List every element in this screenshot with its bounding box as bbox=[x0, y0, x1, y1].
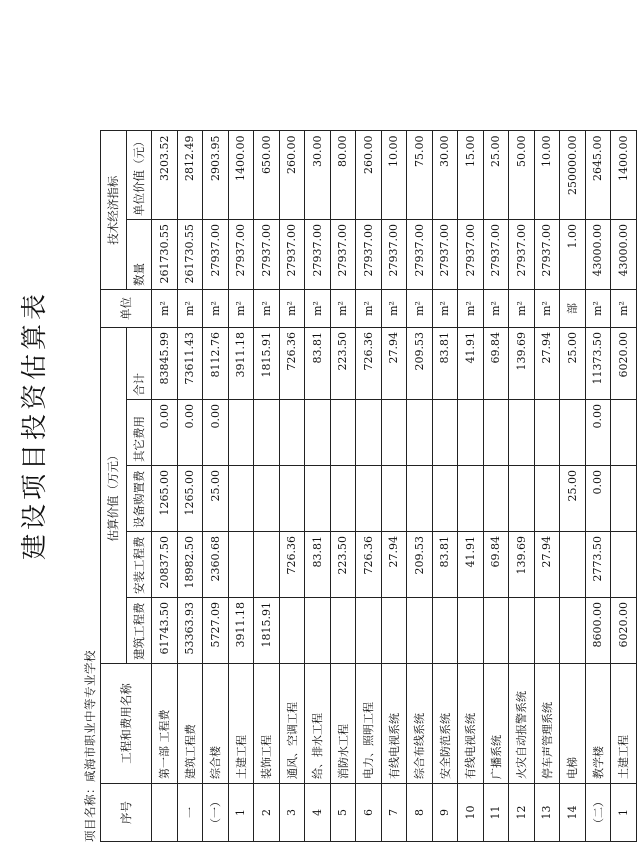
row-install-cost: 27.94 bbox=[534, 532, 560, 598]
row-total: 27.94 bbox=[381, 328, 407, 400]
row-name: 教学楼 bbox=[585, 664, 611, 784]
row-seq: 8 bbox=[407, 784, 433, 842]
row-unit-price: 10.00 bbox=[534, 131, 560, 220]
row-name: 安全防范系统 bbox=[432, 664, 458, 784]
row-unit: m² bbox=[305, 290, 331, 328]
row-install-cost: 2773.50 bbox=[585, 532, 611, 598]
row-install-cost bbox=[611, 532, 637, 598]
header-estimate-group: 估算价值（万元） bbox=[101, 328, 127, 664]
row-install-cost: 139.69 bbox=[509, 532, 535, 598]
row-other-cost bbox=[509, 400, 535, 466]
header-row-1 bbox=[101, 131, 127, 842]
row-equip-cost bbox=[509, 466, 535, 532]
table-row bbox=[483, 131, 509, 842]
row-unit-price: 3203.52 bbox=[152, 131, 178, 220]
row-name: 第一部 工程费 bbox=[152, 664, 178, 784]
row-install-cost: 27.94 bbox=[381, 532, 407, 598]
row-install-cost: 83.81 bbox=[432, 532, 458, 598]
row-other-cost bbox=[305, 400, 331, 466]
row-unit-price: 2812.49 bbox=[177, 131, 203, 220]
row-unit: m² bbox=[483, 290, 509, 328]
row-build-cost bbox=[560, 598, 586, 664]
row-seq: 9 bbox=[432, 784, 458, 842]
row-equip-cost bbox=[330, 466, 356, 532]
row-build-cost bbox=[279, 598, 305, 664]
row-quantity: 261730.55 bbox=[152, 220, 178, 290]
row-unit: m² bbox=[228, 290, 254, 328]
row-quantity: 27937.00 bbox=[203, 220, 229, 290]
table-row bbox=[177, 131, 203, 842]
row-total: 139.69 bbox=[509, 328, 535, 400]
row-equip-cost bbox=[407, 466, 433, 532]
row-quantity: 27937.00 bbox=[356, 220, 382, 290]
row-total: 6020.00 bbox=[611, 328, 637, 400]
row-quantity: 27937.00 bbox=[432, 220, 458, 290]
row-unit-price: 1400.00 bbox=[611, 131, 637, 220]
row-seq: 14 bbox=[560, 784, 586, 842]
row-equip-cost: 25.00 bbox=[203, 466, 229, 532]
row-other-cost bbox=[228, 400, 254, 466]
row-unit: m² bbox=[279, 290, 305, 328]
row-install-cost: 223.50 bbox=[330, 532, 356, 598]
row-unit-price: 250000.00 bbox=[560, 131, 586, 220]
row-unit: m² bbox=[152, 290, 178, 328]
row-build-cost bbox=[483, 598, 509, 664]
row-other-cost bbox=[407, 400, 433, 466]
row-build-cost bbox=[407, 598, 433, 664]
row-build-cost bbox=[509, 598, 535, 664]
table-row bbox=[381, 131, 407, 842]
table-row bbox=[228, 131, 254, 842]
project-line bbox=[82, 650, 98, 842]
row-unit-price: 1400.00 bbox=[228, 131, 254, 220]
row-equip-cost bbox=[279, 466, 305, 532]
row-quantity: 27937.00 bbox=[279, 220, 305, 290]
row-total: 209.53 bbox=[407, 328, 433, 400]
row-install-cost: 69.84 bbox=[483, 532, 509, 598]
table-row bbox=[407, 131, 433, 842]
header-qty: 数量 bbox=[126, 220, 152, 290]
row-seq: （一） bbox=[203, 784, 229, 842]
row-quantity: 43000.00 bbox=[611, 220, 637, 290]
row-name: 广播系统 bbox=[483, 664, 509, 784]
row-equip-cost bbox=[483, 466, 509, 532]
row-unit-price: 260.00 bbox=[279, 131, 305, 220]
row-name: 火灾自动报警系统 bbox=[509, 664, 535, 784]
row-seq: 5 bbox=[330, 784, 356, 842]
row-total: 83.81 bbox=[432, 328, 458, 400]
table-row bbox=[203, 131, 229, 842]
row-unit-price: 15.00 bbox=[458, 131, 484, 220]
row-total: 11373.50 bbox=[585, 328, 611, 400]
row-equip-cost bbox=[305, 466, 331, 532]
row-quantity: 43000.00 bbox=[585, 220, 611, 290]
row-total: 8112.76 bbox=[203, 328, 229, 400]
row-build-cost: 5727.09 bbox=[203, 598, 229, 664]
row-total: 223.50 bbox=[330, 328, 356, 400]
row-install-cost bbox=[560, 532, 586, 598]
row-build-cost bbox=[458, 598, 484, 664]
row-total: 73611.43 bbox=[177, 328, 203, 400]
row-other-cost bbox=[381, 400, 407, 466]
row-equip-cost bbox=[458, 466, 484, 532]
row-quantity: 1.00 bbox=[560, 220, 586, 290]
row-equip-cost bbox=[611, 466, 637, 532]
row-seq bbox=[152, 784, 178, 842]
table-row bbox=[611, 131, 637, 842]
row-equip-cost bbox=[432, 466, 458, 532]
estimate-table bbox=[100, 131, 637, 843]
table-row bbox=[254, 131, 280, 842]
row-unit: m² bbox=[585, 290, 611, 328]
row-quantity: 27937.00 bbox=[458, 220, 484, 290]
document-title: 建设项目投资估算表 bbox=[20, 290, 50, 561]
table-row bbox=[432, 131, 458, 842]
row-seq: 7 bbox=[381, 784, 407, 842]
row-other-cost: 0.00 bbox=[585, 400, 611, 466]
row-install-cost: 2360.68 bbox=[203, 532, 229, 598]
row-total: 726.36 bbox=[356, 328, 382, 400]
row-seq: （二） bbox=[585, 784, 611, 842]
table-row bbox=[305, 131, 331, 842]
row-build-cost bbox=[330, 598, 356, 664]
header-build: 建筑工程费 bbox=[126, 598, 152, 664]
project-name: 咸海市职业中等专业学校 bbox=[83, 650, 97, 782]
row-unit-price: 30.00 bbox=[305, 131, 331, 220]
row-other-cost bbox=[534, 400, 560, 466]
row-other-cost: 0.00 bbox=[203, 400, 229, 466]
row-unit-price: 25.00 bbox=[483, 131, 509, 220]
row-name: 土建工程 bbox=[611, 664, 637, 784]
row-unit: m² bbox=[432, 290, 458, 328]
row-install-cost: 18982.50 bbox=[177, 532, 203, 598]
table-row bbox=[152, 131, 178, 842]
row-total: 83.81 bbox=[305, 328, 331, 400]
row-total: 25.00 bbox=[560, 328, 586, 400]
row-build-cost bbox=[381, 598, 407, 664]
row-quantity: 261730.55 bbox=[177, 220, 203, 290]
row-unit-price: 260.00 bbox=[356, 131, 382, 220]
table-row bbox=[330, 131, 356, 842]
row-unit-price: 75.00 bbox=[407, 131, 433, 220]
row-total: 41.91 bbox=[458, 328, 484, 400]
row-seq: 1 bbox=[228, 784, 254, 842]
row-unit: m² bbox=[534, 290, 560, 328]
row-install-cost: 83.81 bbox=[305, 532, 331, 598]
row-unit: m² bbox=[177, 290, 203, 328]
header-other: 其它费用 bbox=[126, 400, 152, 466]
row-total: 69.84 bbox=[483, 328, 509, 400]
row-build-cost: 8600.00 bbox=[585, 598, 611, 664]
row-unit: m² bbox=[611, 290, 637, 328]
row-seq: 11 bbox=[483, 784, 509, 842]
row-unit: m² bbox=[203, 290, 229, 328]
row-install-cost bbox=[254, 532, 280, 598]
row-equip-cost bbox=[356, 466, 382, 532]
row-build-cost bbox=[432, 598, 458, 664]
row-unit-price: 2903.95 bbox=[203, 131, 229, 220]
row-build-cost bbox=[534, 598, 560, 664]
row-other-cost bbox=[560, 400, 586, 466]
row-seq: 12 bbox=[509, 784, 535, 842]
header-name: 工程和费用名称 bbox=[101, 664, 152, 784]
row-quantity: 27937.00 bbox=[483, 220, 509, 290]
row-equip-cost bbox=[381, 466, 407, 532]
row-seq: 4 bbox=[305, 784, 331, 842]
row-name: 综合布线系统 bbox=[407, 664, 433, 784]
row-build-cost: 3911.18 bbox=[228, 598, 254, 664]
row-equip-cost: 0.00 bbox=[585, 466, 611, 532]
table-row bbox=[585, 131, 611, 842]
row-name: 电力、照明工程 bbox=[356, 664, 382, 784]
row-unit: m² bbox=[407, 290, 433, 328]
row-quantity: 27937.00 bbox=[330, 220, 356, 290]
row-install-cost: 20837.50 bbox=[152, 532, 178, 598]
header-equip: 设备购置费 bbox=[126, 466, 152, 532]
table-row bbox=[279, 131, 305, 842]
row-install-cost: 726.36 bbox=[356, 532, 382, 598]
row-quantity: 27937.00 bbox=[305, 220, 331, 290]
header-install: 安装工程费 bbox=[126, 532, 152, 598]
row-unit: m² bbox=[509, 290, 535, 328]
row-build-cost: 6020.00 bbox=[611, 598, 637, 664]
table-row bbox=[356, 131, 382, 842]
table-body bbox=[152, 131, 637, 842]
row-seq: 6 bbox=[356, 784, 382, 842]
row-total: 27.94 bbox=[534, 328, 560, 400]
row-unit: m² bbox=[356, 290, 382, 328]
row-other-cost bbox=[356, 400, 382, 466]
row-equip-cost bbox=[254, 466, 280, 532]
row-build-cost: 53363.93 bbox=[177, 598, 203, 664]
row-quantity: 27937.00 bbox=[509, 220, 535, 290]
row-total: 3911.18 bbox=[228, 328, 254, 400]
row-install-cost: 726.36 bbox=[279, 532, 305, 598]
row-unit: 部 bbox=[560, 290, 586, 328]
row-unit-price: 50.00 bbox=[509, 131, 535, 220]
row-build-cost bbox=[356, 598, 382, 664]
header-seq: 序号 bbox=[101, 784, 152, 842]
row-seq: 2 bbox=[254, 784, 280, 842]
table-row bbox=[509, 131, 535, 842]
row-other-cost: 0.00 bbox=[152, 400, 178, 466]
row-install-cost: 41.91 bbox=[458, 532, 484, 598]
row-name: 土建工程 bbox=[228, 664, 254, 784]
row-quantity: 27937.00 bbox=[407, 220, 433, 290]
row-unit: m² bbox=[458, 290, 484, 328]
row-install-cost: 209.53 bbox=[407, 532, 433, 598]
table-row bbox=[458, 131, 484, 842]
table-row bbox=[560, 131, 586, 842]
row-quantity: 27937.00 bbox=[534, 220, 560, 290]
row-unit: m² bbox=[254, 290, 280, 328]
row-other-cost bbox=[458, 400, 484, 466]
row-quantity: 27937.00 bbox=[228, 220, 254, 290]
header-tech-group: 技术经济指标 bbox=[101, 131, 127, 290]
row-equip-cost bbox=[228, 466, 254, 532]
row-name: 有线电视系统 bbox=[458, 664, 484, 784]
header-unit: 单位 bbox=[101, 290, 152, 328]
row-other-cost bbox=[330, 400, 356, 466]
row-quantity: 27937.00 bbox=[381, 220, 407, 290]
table-row bbox=[534, 131, 560, 842]
row-install-cost bbox=[228, 532, 254, 598]
row-name: 综合楼 bbox=[203, 664, 229, 784]
row-build-cost: 1815.91 bbox=[254, 598, 280, 664]
row-other-cost bbox=[611, 400, 637, 466]
row-build-cost: 61743.50 bbox=[152, 598, 178, 664]
row-equip-cost: 1265.00 bbox=[177, 466, 203, 532]
row-name: 消防水工程 bbox=[330, 664, 356, 784]
row-unit-price: 30.00 bbox=[432, 131, 458, 220]
row-seq: 10 bbox=[458, 784, 484, 842]
row-seq: 3 bbox=[279, 784, 305, 842]
row-name: 电梯 bbox=[560, 664, 586, 784]
row-name: 给、排水工程 bbox=[305, 664, 331, 784]
row-quantity: 27937.00 bbox=[254, 220, 280, 290]
row-name: 建筑工程费 bbox=[177, 664, 203, 784]
row-seq: 1 bbox=[611, 784, 637, 842]
row-unit-price: 10.00 bbox=[381, 131, 407, 220]
row-other-cost: 0.00 bbox=[177, 400, 203, 466]
row-equip-cost bbox=[534, 466, 560, 532]
row-unit: m² bbox=[330, 290, 356, 328]
row-equip-cost: 25.00 bbox=[560, 466, 586, 532]
row-seq: 一 bbox=[177, 784, 203, 842]
row-total: 1815.91 bbox=[254, 328, 280, 400]
row-seq: 13 bbox=[534, 784, 560, 842]
row-name: 装饰工程 bbox=[254, 664, 280, 784]
row-unit-price: 80.00 bbox=[330, 131, 356, 220]
row-other-cost bbox=[483, 400, 509, 466]
row-name: 通风、空调工程 bbox=[279, 664, 305, 784]
row-name: 有线电视系统 bbox=[381, 664, 407, 784]
row-equip-cost: 1265.00 bbox=[152, 466, 178, 532]
row-unit-price: 2645.00 bbox=[585, 131, 611, 220]
header-price: 单位价值（元） bbox=[126, 131, 152, 220]
row-unit: m² bbox=[381, 290, 407, 328]
row-other-cost bbox=[279, 400, 305, 466]
row-name: 停车声管理系统 bbox=[534, 664, 560, 784]
header-total: 合计 bbox=[126, 328, 152, 400]
row-other-cost bbox=[432, 400, 458, 466]
row-total: 83845.99 bbox=[152, 328, 178, 400]
row-total: 726.36 bbox=[279, 328, 305, 400]
row-build-cost bbox=[305, 598, 331, 664]
row-unit-price: 650.00 bbox=[254, 131, 280, 220]
row-other-cost bbox=[254, 400, 280, 466]
project-label: 项目名称： bbox=[83, 782, 97, 842]
